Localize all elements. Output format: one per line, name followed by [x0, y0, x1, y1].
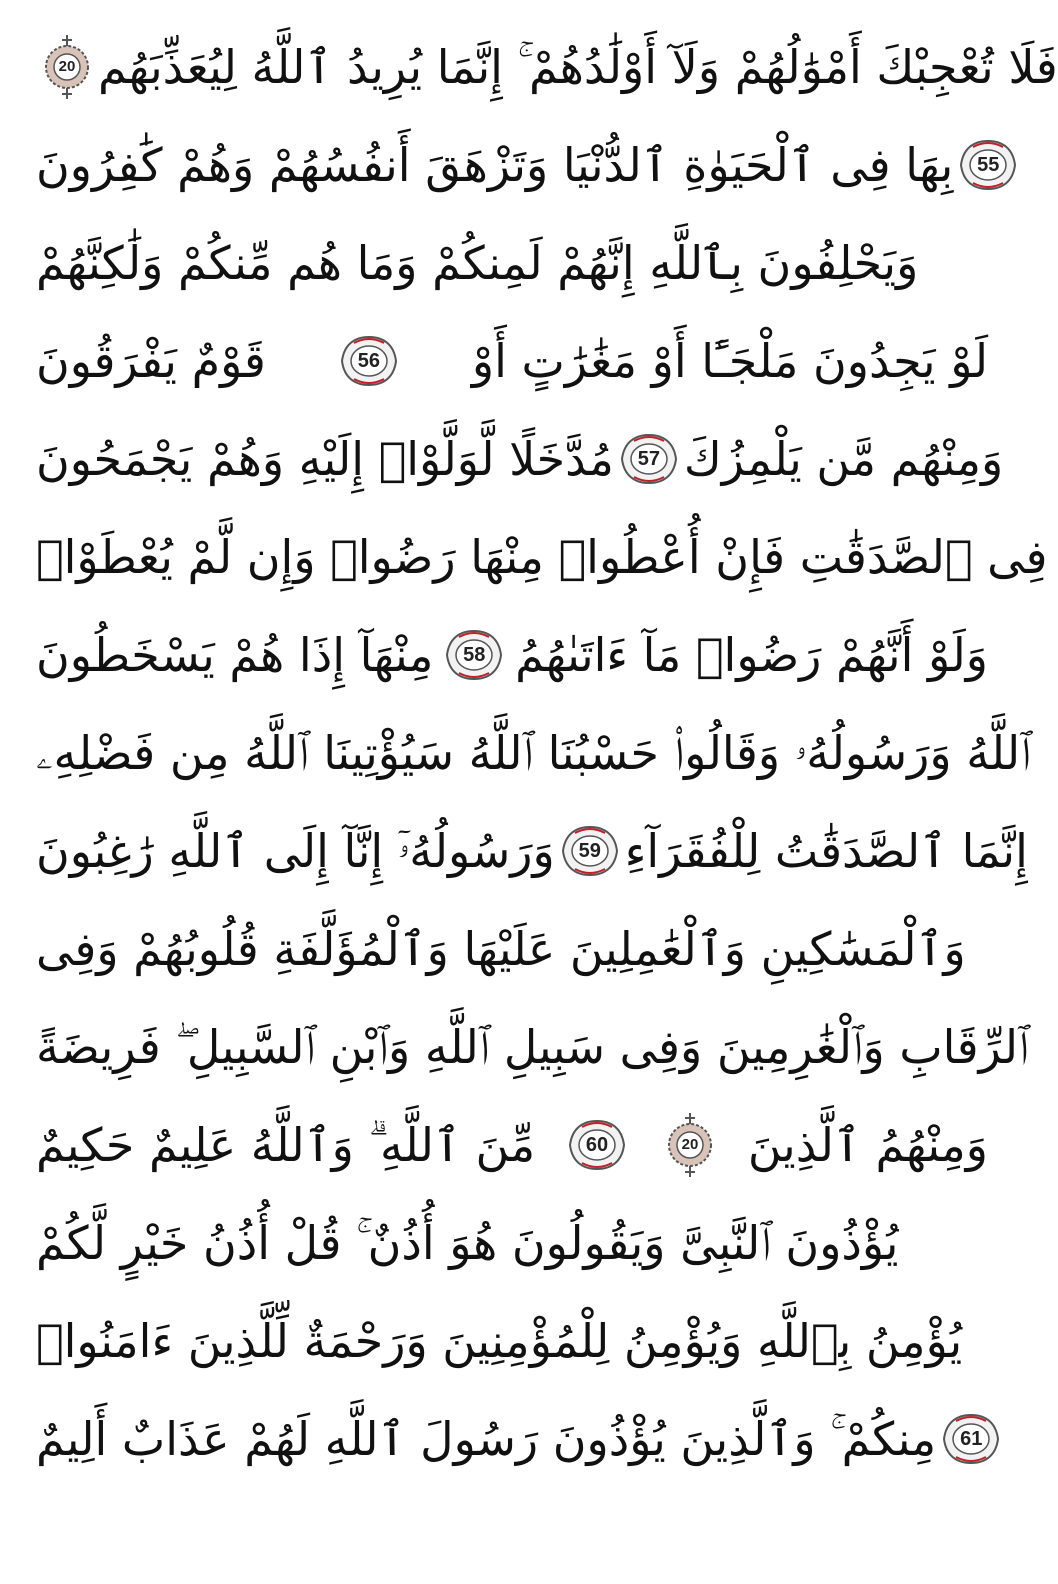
verse-text: فَلَا تُعْجِبْكَ أَمْوَٰلُهُمْ وَلَآ أَوْلَٰدُهُمْ ۚ إِنَّمَا يُرِيدُ ٱللَّهُ لِيُعَذِّبَهُم: [98, 40, 1058, 94]
verse-text: وَرَسُولُهُۥٓ إِنَّآ إِلَى ٱللَّهِ رَٰغِبُونَ: [36, 824, 555, 878]
hizb-marker: [42, 34, 92, 100]
verse-line: [36, 410, 1004, 508]
verse-line: [36, 508, 1048, 606]
verse-text: مِنكُمْ ۚ وَٱلَّذِينَ يُؤْذُونَ رَسُولَ ٱللَّهِ لَهُمْ عَذَابٌ أَلِيمٌ: [36, 1412, 937, 1466]
verse-text: إِنَّمَا ٱلصَّدَقَٰتُ لِلْفُقَرَآءِ: [624, 824, 1028, 878]
verse-text: بِهَا فِى ٱلْحَيَوٰةِ ٱلدُّنْيَا وَتَزْهَقَ أَنفُسُهُمْ وَهُمْ كَٰفِرُونَ: [36, 138, 954, 192]
verse-text: ٱللَّهُ وَرَسُولُهُۥ وَقَالُوا۟ حَسْبُنَا ٱللَّهُ سَيُؤْتِينَا ٱللَّهُ مِن فَضْلِهِۦ: [36, 726, 1031, 780]
ayah-number-marker: [568, 1119, 626, 1171]
ayah-number: 55: [977, 154, 1000, 176]
hizb-number: 20: [681, 1136, 699, 1153]
ayah-number: 59: [578, 840, 601, 862]
ayah-number-marker: [959, 139, 1017, 191]
verse-line: [36, 312, 988, 410]
verse-text: مُدَّخَلًا لَّوَلَّوْا۟ إِلَيْهِ وَهُمْ يَجْمَحُونَ: [36, 432, 614, 486]
ayah-number: 56: [357, 350, 380, 372]
ayah-number-marker: [942, 1413, 1000, 1465]
verse-text: لَوْ يَجِدُونَ مَلْجَـًٔا أَوْ مَغَٰرَٰتٍ أَوْ: [471, 334, 988, 388]
ayah-number-marker: [620, 433, 678, 485]
ayah-number-marker: [561, 825, 619, 877]
ayah-number: 60: [585, 1134, 609, 1156]
verse-line: [36, 606, 988, 704]
verse-text: وَيَحْلِفُونَ بِٱللَّهِ إِنَّهُمْ لَمِنكُمْ وَمَا هُم مِّنكُمْ وَلَٰكِنَّهُمْ: [36, 236, 919, 290]
verse-text: يُؤْذُونَ ٱلنَّبِىَّ وَيَقُولُونَ هُوَ أُذُنٌ ۚ قُلْ أُذُنُ خَيْرٍ لَّكُمْ: [36, 1216, 899, 1270]
verse-line: [36, 18, 1058, 116]
hizb-marker: [665, 1112, 715, 1178]
ayah-number: 57: [637, 448, 660, 470]
verse-line: [36, 1292, 988, 1390]
ayah-number-marker: [445, 629, 503, 681]
verse-text: مِّنَ ٱللَّهِ ۗ وَٱللَّهُ عَلِيمٌ حَكِيمٌ: [36, 1118, 536, 1172]
ayah-number-marker: [340, 335, 398, 387]
verse-line: [36, 116, 1000, 214]
verse-line: [36, 1096, 988, 1194]
verse-text: قَوْمٌ يَفْرَقُونَ: [36, 334, 266, 388]
verse-line: [36, 214, 988, 312]
verse-text: وَمِنْهُمُ ٱلَّذِينَ: [747, 1118, 988, 1172]
verse-line: [36, 900, 988, 998]
verse-text: وَمِنْهُم مَّن يَلْمِزُكَ: [683, 432, 1004, 486]
ayah-number: 58: [463, 644, 486, 666]
ayah-number: 61: [960, 1428, 983, 1450]
verse-text: ٱلرِّقَابِ وَٱلْغَٰرِمِينَ وَفِى سَبِيلِ ٱللَّهِ وَٱبْنِ ٱلسَّبِيلِ ۖ فَرِيضَةً: [36, 1020, 1029, 1074]
verse-line: [36, 802, 1028, 900]
verse-text: مِنْهَآ إِذَا هُمْ يَسْخَطُونَ: [36, 628, 434, 682]
verse-line: [36, 998, 1029, 1096]
verse-text: وَلَوْ أَنَّهُمْ رَضُوا۟ مَآ ءَاتَىٰهُمُ: [515, 628, 988, 682]
verse-line: [36, 1194, 988, 1292]
verse-line: [36, 1390, 988, 1488]
verse-text: وَٱلْمَسَٰكِينِ وَٱلْعَٰمِلِينَ عَلَيْهَا وَٱلْمُؤَلَّفَةِ قُلُوبُهُمْ وَفِى: [36, 922, 966, 976]
hizb-number: 20: [58, 58, 76, 75]
verse-text: فِى ٱلصَّدَقَٰتِ فَإِنْ أُعْطُوا۟ مِنْهَا رَضُوا۟ وَإِن لَّمْ يُعْطَوْا۟: [36, 530, 1048, 584]
verse-text: يُؤْمِنُ بِٱللَّهِ وَيُؤْمِنُ لِلْمُؤْمِنِينَ وَرَحْمَةٌ لِّلَّذِينَ ءَامَنُوا۟: [36, 1314, 963, 1368]
verse-line: [36, 704, 1031, 802]
